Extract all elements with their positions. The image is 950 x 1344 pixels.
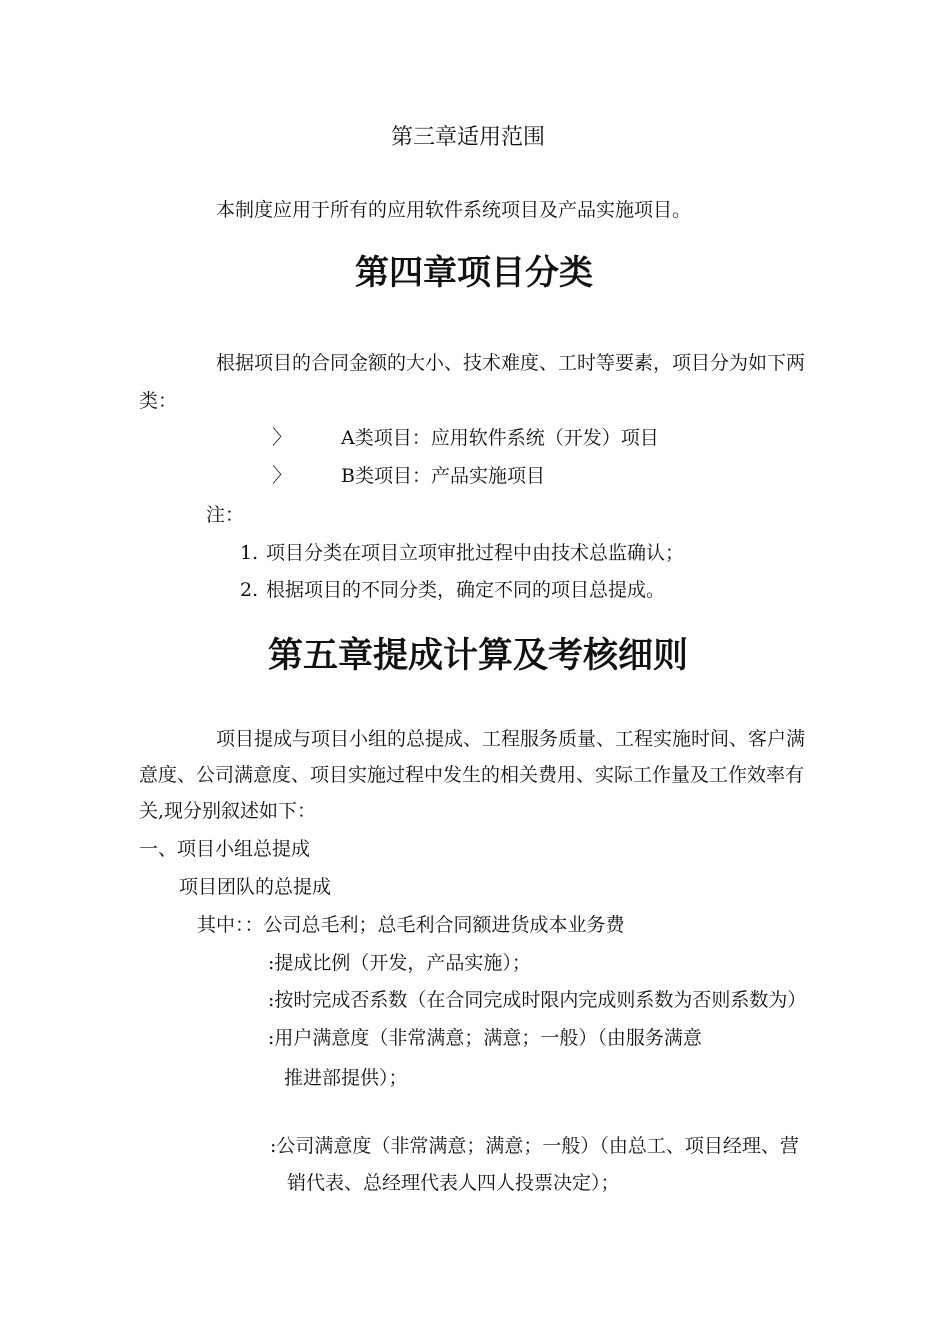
chapter5-para-line2: 意度、公司满意度、项目实施过程中发生的相关费用、实际工作量及工作效率有 (139, 764, 805, 786)
chapter5-title: 第五章提成计算及考核细则 (268, 636, 689, 676)
note-text-1: 项目分类在项目立项审批过程中由技术总监确认； (266, 542, 685, 564)
note-label: 注： (206, 504, 245, 526)
formula-item-1: :提成比例（开发，产品实施）； (268, 952, 531, 974)
note-text-2: 根据项目的不同分类，确定不同的项目总提成。 (266, 579, 666, 601)
formula-item-4-cont: 销代表、总经理代表人四人投票决定）； (287, 1172, 620, 1194)
chapter4-title: 第四章项目分类 (355, 253, 593, 293)
chapter5-para-line3: 关,现分别叙述如下： (139, 800, 317, 822)
chapter4-intro-line2: 类： (139, 390, 178, 412)
note-number-2: 2. (240, 579, 259, 601)
formula-item-3: :用户满意度（非常满意；满意；一般）（由服务满意 (268, 1027, 702, 1049)
chapter3-title: 第三章适用范围 (391, 125, 546, 150)
bullet-arrow-icon: 〉 (272, 463, 292, 487)
chapter4-intro-line1: 根据项目的合同金额的大小、技术难度、工时等要素，项目分为如下两 (216, 352, 806, 374)
note-number-1: 1. (240, 542, 259, 564)
formula-item-3-cont: 推进部提供）； (284, 1067, 408, 1089)
formula-item-4: :公司满意度（非常满意；满意；一般）（由总工、项目经理、营 (270, 1135, 799, 1157)
formula-item-2: :按时完成否系数（在合同完成时限内完成则系数为否则系数为） (268, 989, 807, 1011)
section-heading-1: 一、项目小组总提成 (139, 838, 311, 860)
bullet-arrow-icon: 〉 (272, 425, 292, 449)
chapter5-para-line1: 项目提成与项目小组的总提成、工程服务质量、工程实施时间、客户满 (216, 728, 806, 750)
bullet-item-b: B类项目：产品实施项目 (341, 465, 545, 487)
team-total-label: 项目团队的总提成 (179, 876, 332, 898)
chapter3-body: 本制度应用于所有的应用软件系统项目及产品实施项目。 (216, 199, 692, 221)
among-line: 其中：：公司总毛利；总毛利合同额进货成本业务费 (197, 914, 625, 936)
bullet-item-a: A类项目：应用软件系统（开发）项目 (341, 427, 659, 449)
